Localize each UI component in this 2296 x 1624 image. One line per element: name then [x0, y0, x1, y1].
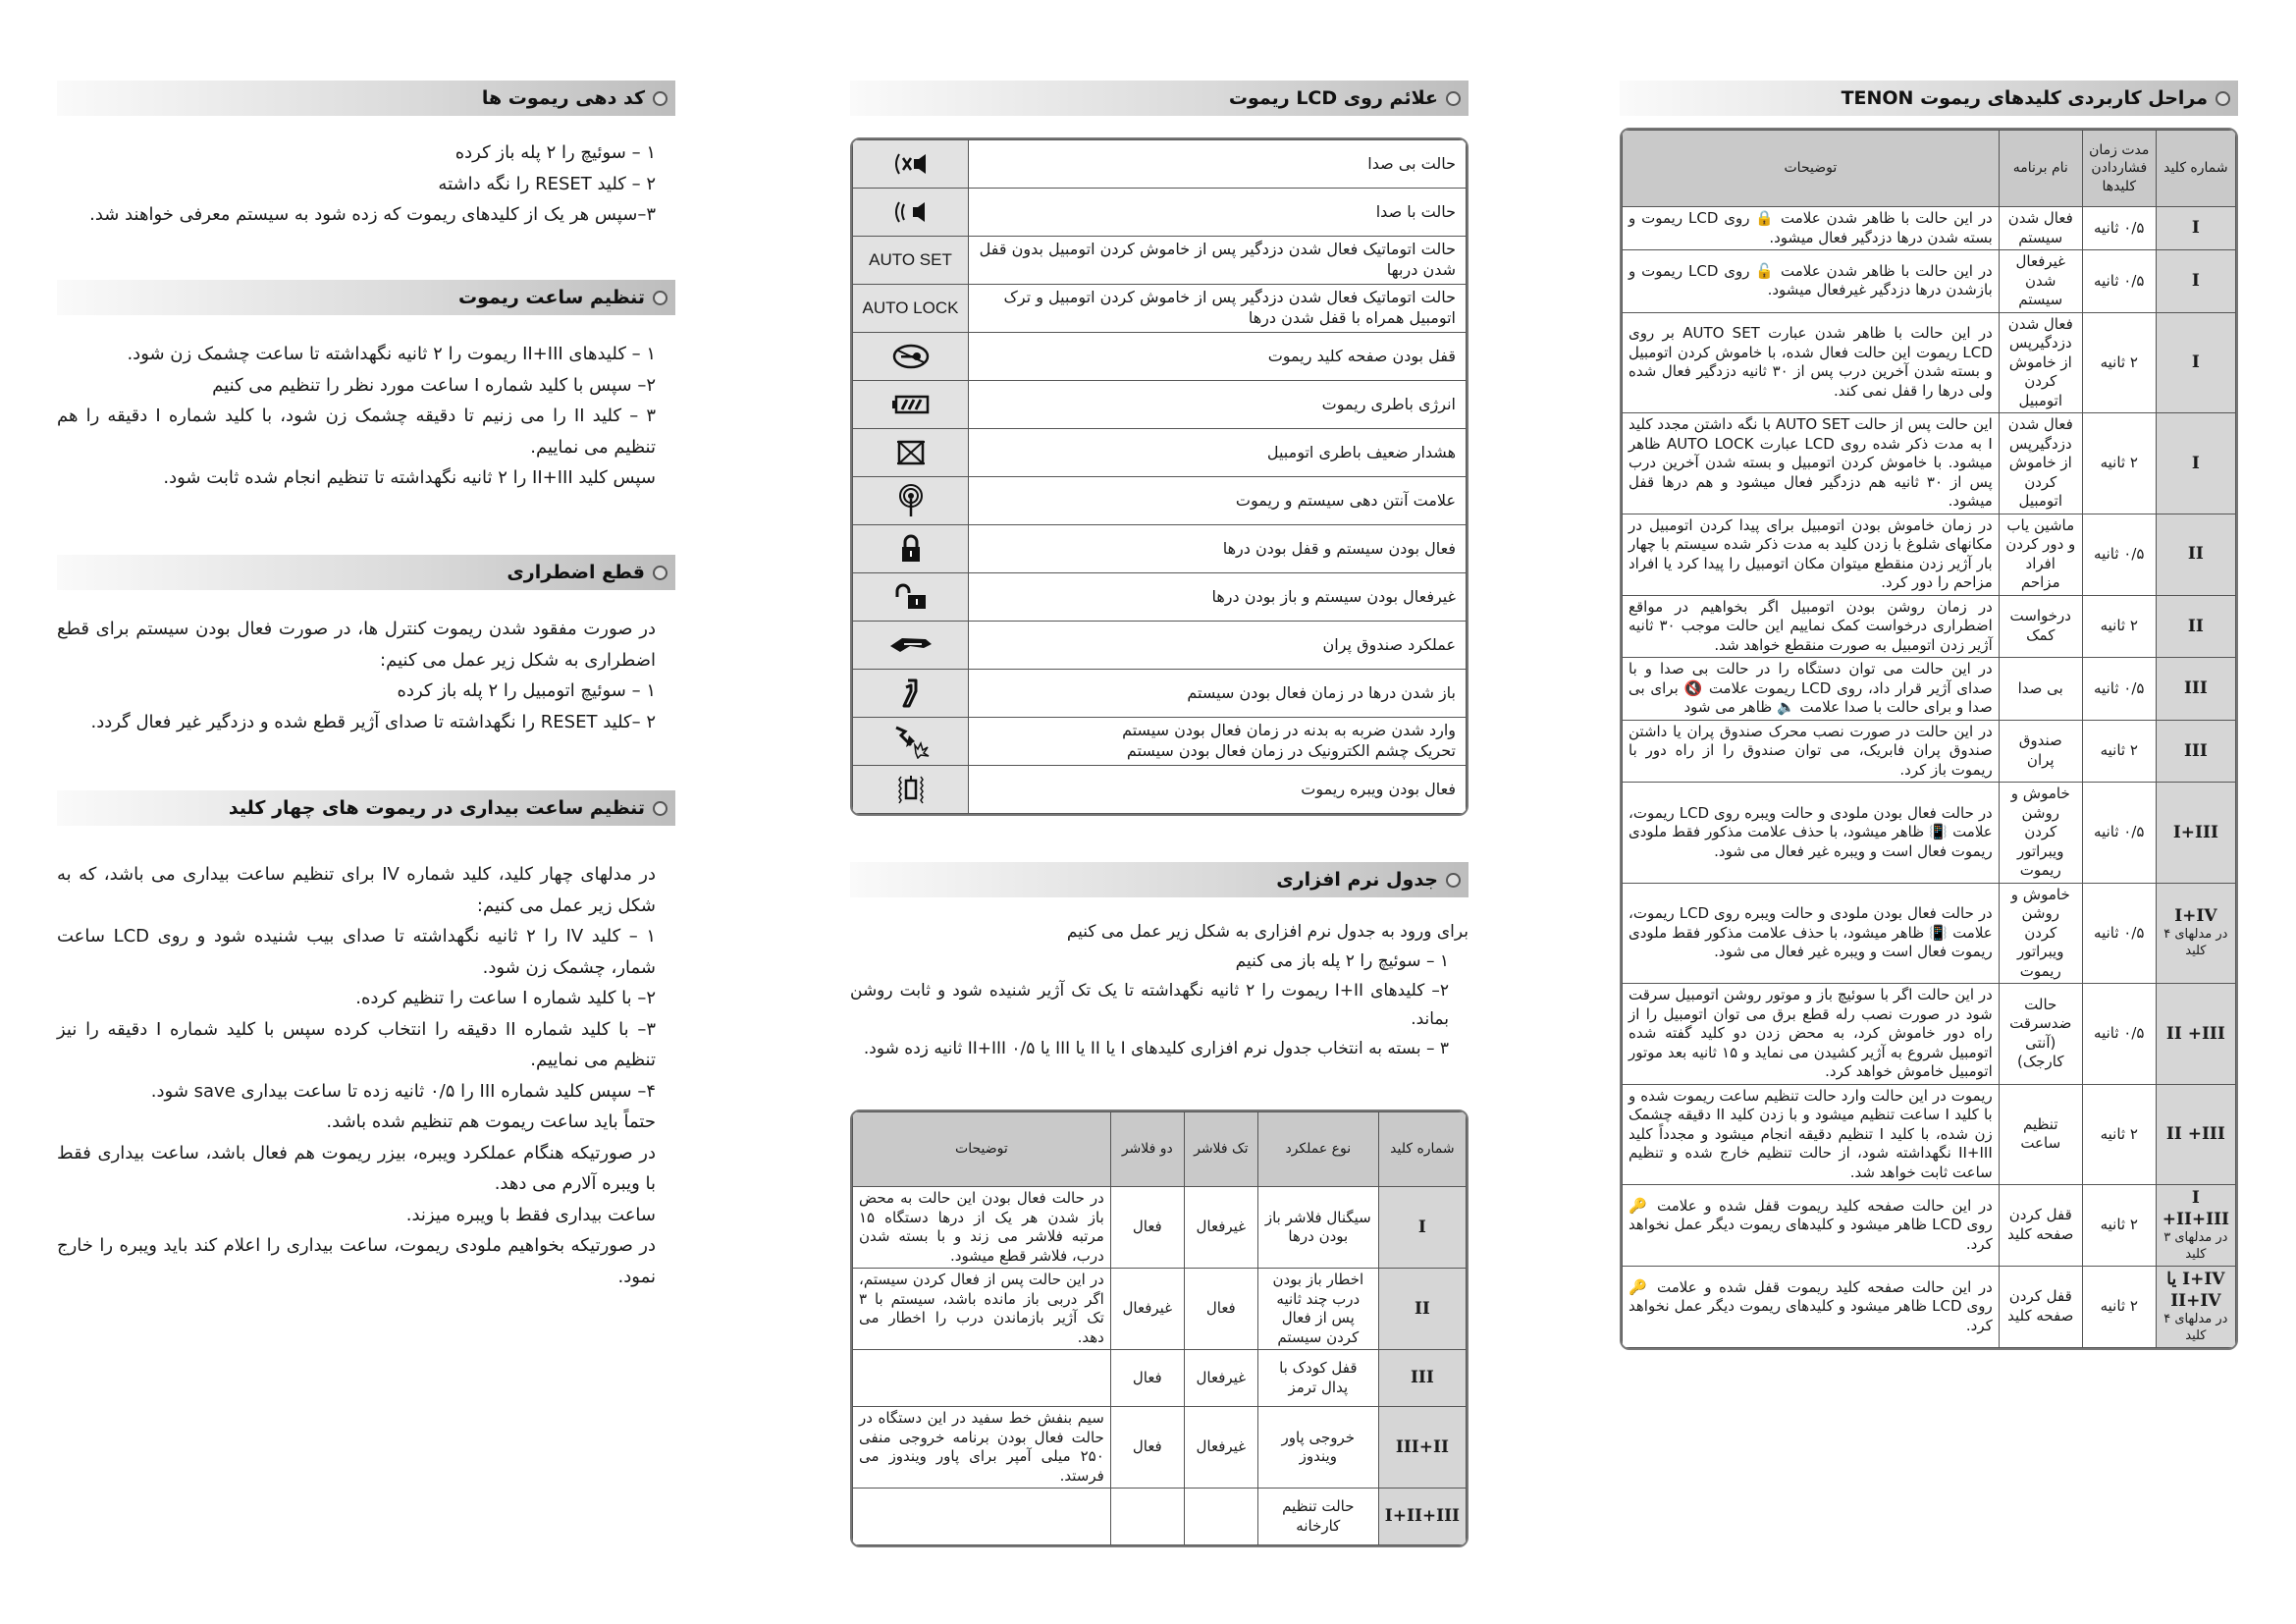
- keys-table: [1620, 128, 2238, 1350]
- instruction-line: ۱ – کلیدهای II+III ریموت را ۲ ثانیه نگهداشته تا ساعت چشمک زن شود.: [127, 344, 656, 364]
- lcd-description: هشدار ضعیف باطری اتومبیل: [969, 429, 1467, 477]
- lcd-description: قفل بودن صفحه کلید ریموت: [969, 333, 1467, 381]
- description: در حالت فعال بودن ملودی و حالت ویبره روی LCD ریموت، علامت 📳 ظاهر میشود، با حذف علامت مذکور فقط ملودی ریموت فعال است و ویبره غیر فعال می شود.: [1623, 883, 2000, 984]
- key-number: III+II: [1378, 1407, 1466, 1489]
- key-label: II: [2187, 544, 2204, 565]
- key-number: [2156, 883, 2235, 984]
- shock-sensor-icon: [891, 731, 931, 751]
- key-note: در مدلهای ۳ کلید: [2163, 1230, 2228, 1263]
- function-type: اخطار باز بودن درب چند ثانیه پس از فعال کردن سیستم: [1257, 1269, 1378, 1350]
- description: این حالت پس از حالت AUTO SET با نگه داشتن مجدد کلید I به مدت ذکر شده روی LCD عبارت AUTO LOCK ظاهر میشود. با خاموش کردن اتومبیل و بسته شدن آخرین درب پس از ۳۰ ثانیه هم دزدگیر فعال میشود و هم درها قفل میشود.: [1623, 413, 2000, 514]
- section-title: تنظیم ساعت بیداری در ریموت های چهار کلید: [228, 797, 645, 819]
- bullet-icon: [653, 91, 667, 106]
- instruction-line: ۳– با کلید شماره II دقیقه را انتخاب کرده سپس با کلید شماره I دقیقه را نیز تنظیم می نماییم.: [57, 1018, 656, 1070]
- lcd-description: غیرفعال بودن سیستم و باز بودن درها: [969, 573, 1467, 622]
- press-duration: ۲ ثانیه: [2082, 1266, 2156, 1347]
- keys-table-row: [1623, 207, 2236, 250]
- press-duration: ۰/۵ ثانیه: [2082, 783, 2156, 884]
- keypad-lock-icon: [891, 347, 931, 366]
- vibrate-icon: [896, 780, 926, 799]
- double-flasher: فعال: [1110, 1187, 1184, 1269]
- key-label: I+IV: [2174, 906, 2217, 927]
- software-table-row: [853, 1350, 1467, 1407]
- lcd-description: عملکرد صندوق پران: [969, 622, 1467, 670]
- program-name: تنظیم ساعت: [1999, 1084, 2082, 1185]
- press-duration: ۰/۵ ثانیه: [2082, 514, 2156, 595]
- key-number: [2156, 1084, 2235, 1185]
- lcd-table-row: [853, 766, 1467, 814]
- description: در حالت فعال بودن ملودی و حالت ویبره روی LCD ریموت، علامت 📳 ظاهر میشود، با حذف علامت مذکور فقط ملودی ریموت فعال است و ویبره غیر فعال می شود.: [1623, 783, 2000, 884]
- press-duration: ۲ ثانیه: [2082, 1185, 2156, 1267]
- description: در این حالت با ظاهر شدن علامت 🔓 روی LCD ریموت و بازشدن درها دزدگیر غیرفعال میشود.: [1623, 250, 2000, 313]
- keys-table-row: [1623, 1084, 2236, 1185]
- description: در این حالت می توان دستگاه را در حالت بی صدا و با صدای آژیر قرار داد، روی LCD ریموت علامت 🔇 برای بی صدا و برای حالت با صدا علامت 🔈 ظاهر می شود: [1623, 658, 2000, 721]
- press-duration: ۲ ثانیه: [2082, 595, 2156, 658]
- key-label: I: [2191, 453, 2200, 473]
- lcd-description: فعال بودن ویبره ریموت: [969, 766, 1467, 814]
- key-label: II +III: [2165, 1124, 2225, 1145]
- program-name: درخواست کمک: [1999, 595, 2082, 658]
- press-duration: ۲ ثانیه: [2082, 312, 2156, 413]
- lcd-description: علامت آنتن دهی سیستم و ریموت: [969, 477, 1467, 525]
- lcd-indicator: [853, 477, 969, 525]
- software-table: [850, 1110, 1468, 1547]
- description: در این حالت با ظاهر شدن علامت 🔒 روی LCD ریموت و بسته شدن درها دزدگیر فعال میشود.: [1623, 207, 2000, 250]
- function-type: خروجی پاور ویندوز: [1257, 1407, 1378, 1489]
- description: در این حالت صفحه کلید ریموت قفل شده و علامت 🔑 روی LCD ظاهر میشود و کلیدهای ریموت دیگر عمل نخواهد کرد.: [1623, 1266, 2000, 1347]
- unlock-icon: [894, 587, 928, 607]
- program-name: قفل کردن صفحه کلید: [1999, 1266, 2082, 1347]
- double-flasher: غیرفعال: [1110, 1269, 1184, 1350]
- lcd-description: حالت با صدا: [969, 189, 1467, 237]
- lcd-indicator: [853, 766, 969, 814]
- key-number: II: [1378, 1269, 1466, 1350]
- coding-instructions: [57, 137, 675, 231]
- lcd-table-row: [853, 140, 1467, 189]
- instruction-line: ۱ – سوئیچ اتومبیل را ۲ پله باز کرده: [397, 680, 656, 701]
- header-key: شماره کلید: [1378, 1112, 1466, 1187]
- description: سیم بنفش خط سفید در این دستگاه در حالت فعال بودن برنامه خروجی منفی ۲۵۰ میلی آمپر برای پاور ویندوز می فرستد.: [853, 1407, 1111, 1489]
- key-number: [2156, 720, 2235, 783]
- header-single: تک فلاشر: [1184, 1112, 1257, 1187]
- lock-icon: [899, 539, 923, 559]
- lcd-indicator: [853, 140, 969, 189]
- lcd-table-row: [853, 573, 1467, 622]
- keys-table-row: [1623, 413, 2236, 514]
- lcd-indicator: [853, 381, 969, 429]
- bullet-icon: [1446, 873, 1461, 888]
- key-number: [2156, 595, 2235, 658]
- software-instructions: [850, 918, 1468, 1064]
- clock-instructions: [57, 339, 675, 494]
- keys-table-row: [1623, 514, 2236, 595]
- press-duration: ۲ ثانیه: [2082, 1084, 2156, 1185]
- instruction-line: سپس کلید II+III را ۲ ثانیه نگهداشته تا تنظیم انجام شده ثابت شود.: [163, 467, 656, 488]
- lcd-description: باز شدن درها در زمان فعال بودن سیستم: [969, 670, 1467, 718]
- header-duration: مدت زمان فشاردادن کلیدها: [2082, 131, 2156, 207]
- key-label: I: [2191, 271, 2200, 292]
- instruction-line: ۱ – کلید IV را ۲ ثانیه نگهداشته تا صدای بیب شنیده شود و روی LCD ساعت شمار، چشمک زن شود.: [57, 926, 657, 978]
- alarm-section-header: [57, 790, 675, 826]
- description: در حالت فعال بودن این حالت به محض باز شدن هر یک از درها دستگاه ۱۵ مرتبه فلاشر می زند و با بسته شدن درب، فلاشر قطع میشود.: [853, 1187, 1111, 1269]
- description: در زمان روشن بودن اتومبیل اگر بخواهیم در مواقع اضطراری درخواست کمک نماییم این حالت موجب ۳۰ ثانیه آژیر زدن اتومبیل به صورت منقطع خواهد شد.: [1623, 595, 2000, 658]
- coding-section-header: [57, 81, 675, 116]
- key-note: در مدلهای ۴ کلید: [2163, 927, 2228, 959]
- software-intro: برای ورود به جدول نرم افزاری به شکل زیر عمل می کنیم: [1066, 922, 1468, 942]
- lcd-indicator-text: [853, 237, 969, 285]
- description: ریموت در این حالت وارد حالت تنظیم ساعت ریموت شده و با کلید I ساعت تنظیم میشود و با زدن کلید II دقیقه چشمک زن شده، با کلید I تنظیم دقیقه انجام میشود و مجدداً کلید II+III نگهداشته شود، از حالت تنظیم خارج شده و تنظیم ساعت ثابت خواهد شد.: [1623, 1084, 2000, 1185]
- press-duration: ۰/۵ ثانیه: [2082, 207, 2156, 250]
- lcd-table-row: [853, 718, 1467, 766]
- press-duration: ۰/۵ ثانیه: [2082, 250, 2156, 313]
- low-battery-warning-icon: [894, 443, 928, 462]
- key-label: III: [2183, 678, 2208, 699]
- lcd-description: انرژی باطری ریموت: [969, 381, 1467, 429]
- software-section-header: [850, 862, 1468, 897]
- description: در این حالت پس از فعال کردن سیستم، اگر دربی باز مانده باشد، سیستم با ۳ تک آژیر بازماندن درب را اخطار می دهد.: [853, 1269, 1111, 1350]
- lcd-table-row: [853, 477, 1467, 525]
- instruction-line: در صورتیکه هنگام عملکرد ویبره، بیزر ریموت هم فعال باشد، ساعت بیداری فقط با ویبره آلارم می دهد.: [57, 1142, 656, 1194]
- description: در این حالت صفحه کلید ریموت قفل شده و علامت 🔑 روی LCD ظاهر میشود و کلیدهای ریموت دیگر عمل نخواهد کرد.: [1623, 1185, 2000, 1267]
- double-flasher: [1110, 1489, 1184, 1545]
- lcd-indicator-text: [853, 285, 969, 333]
- section-title: مراحل کاربردی کلیدهای ریموت TENON: [1841, 87, 2208, 109]
- key-label: III: [2183, 740, 2208, 761]
- press-duration: ۲ ثانیه: [2082, 720, 2156, 783]
- lcd-text-label: AUTO SET: [869, 249, 952, 269]
- lcd-table-row: [853, 189, 1467, 237]
- keys-table-row: [1623, 984, 2236, 1085]
- instruction-line: حتماً باید ساعت ریموت هم تنظیم شده باشد.: [326, 1111, 656, 1132]
- section-title: کد دهی ریموت ها: [481, 87, 645, 109]
- keys-section-header: [1620, 81, 2238, 116]
- key-label: I: [2191, 352, 2200, 373]
- program-name: فعال شدن دزدگیرپس از خاموش کردن اتومبیل: [1999, 413, 2082, 514]
- press-duration: ۰/۵ ثانیه: [2082, 883, 2156, 984]
- trunk-icon: [888, 635, 934, 655]
- key-label: I: [2191, 218, 2200, 239]
- antenna-icon: [896, 491, 926, 511]
- battery-icon: [891, 395, 931, 414]
- program-name: حالت ضدسرقت (آنتی کارجک): [1999, 984, 2082, 1085]
- software-step: ۳ – بسته به انتخاب جدول نرم افزاری کلیدهای I یا II یا III یا II+III ۰/۵ ثانیه زده شود.: [863, 1039, 1449, 1058]
- instruction-line: ۲ –کلید RESET را نگهداشته تا صدای آژیر قطع شده و دزدگیر غیر فعال گردد.: [90, 711, 656, 732]
- software-step: ۲– کلیدهای I+II ریموت را ۲ ثانیه نگهداشته تا یک تک آژیر شنیده شود و ثابت روشن بماند.: [850, 980, 1449, 1030]
- description: در این حالت با ظاهر شدن عبارت AUTO SET بر روی LCD ریموت این حالت فعال شده، با خاموش کردن اتومبیل و بسته شدن آخرین درب پس از ۳۰ ثانیه دزدگیر فعال شده ولی درها را قفل نمی کند.: [1623, 312, 2000, 413]
- single-flasher: غیرفعال: [1184, 1407, 1257, 1489]
- software-table-row: [853, 1489, 1467, 1545]
- program-name: خاموش و روشن کردن ویبراتور ریموت: [1999, 883, 2082, 984]
- single-flasher: غیرفعال: [1184, 1187, 1257, 1269]
- key-number: III: [1378, 1350, 1466, 1407]
- lcd-description: فعال بودن سیستم و قفل بودن درها: [969, 525, 1467, 573]
- function-type: سیگنال فلاشر باز بودن درها: [1257, 1187, 1378, 1269]
- keys-table-row: [1623, 783, 2236, 884]
- press-duration: ۲ ثانیه: [2082, 413, 2156, 514]
- lcd-indicator: [853, 670, 969, 718]
- single-flasher: فعال: [1184, 1269, 1257, 1350]
- program-name: ماشین یاب و دور کردن افراد مزاحم: [1999, 514, 2082, 595]
- double-flasher: فعال: [1110, 1350, 1184, 1407]
- instruction-line: ۴– سپس کلید شماره III را ۰/۵ ثانیه زده تا ساعت بیداری save شود.: [150, 1080, 656, 1102]
- instruction-line: ۱ – سوئیچ را ۲ پله باز کرده: [454, 142, 656, 163]
- bullet-icon: [653, 291, 667, 305]
- lcd-table-row: [853, 525, 1467, 573]
- keys-table-row: [1623, 1185, 2236, 1267]
- function-type: قفل کودک با پدال ترمز: [1257, 1350, 1378, 1407]
- key-number: [2156, 207, 2235, 250]
- function-type: حالت تنظیم کارخانه: [1257, 1489, 1378, 1545]
- instruction-line: ساعت بیداری فقط با ویبره میزند.: [405, 1204, 656, 1225]
- description: [853, 1489, 1111, 1545]
- program-name: قفل کردن صفحه کلید: [1999, 1185, 2082, 1267]
- lcd-description: حالت اتوماتیک فعال شدن دزدگیر پس از خاموش کردن اتومبیل بدون قفل شدن دربها: [969, 237, 1467, 285]
- key-label: I+IV یا II+IV: [2166, 1269, 2225, 1312]
- key-label: II +III: [2165, 1023, 2225, 1044]
- bullet-icon: [653, 566, 667, 580]
- lcd-indicator: [853, 189, 969, 237]
- double-flasher: فعال: [1110, 1407, 1184, 1489]
- keys-table-row: [1623, 595, 2236, 658]
- lcd-description: وارد شدن ضربه به بدنه در زمان فعال بودن سیستم تحریک چشم الکترونیک در زمان فعال بودن سیستم: [969, 718, 1467, 766]
- software-table-row: [853, 1269, 1467, 1350]
- key-label: I+III: [2172, 822, 2218, 842]
- bullet-icon: [1446, 91, 1461, 106]
- section-title: تنظیم ساعت ریموت: [457, 287, 645, 308]
- instruction-line: ۳–سپس هر یک از کلیدهای ریموت که زده شود به سیستم معرفی خواهند شد.: [89, 204, 656, 225]
- section-title: جدول نرم افزاری: [1276, 869, 1438, 891]
- program-name: بی صدا: [1999, 658, 2082, 721]
- keys-table-row: [1623, 658, 2236, 721]
- header-double: دو فلاشر: [1110, 1112, 1184, 1187]
- keys-table-row: [1623, 720, 2236, 783]
- lcd-table-row: [853, 333, 1467, 381]
- software-table-row: [853, 1407, 1467, 1489]
- section-title: علائم روی LCD ریموت: [1228, 87, 1438, 109]
- press-duration: ۰/۵ ثانیه: [2082, 658, 2156, 721]
- lcd-table-row: [853, 237, 1467, 285]
- key-number: [2156, 658, 2235, 721]
- key-note: در مدلهای ۴ کلید: [2163, 1312, 2228, 1344]
- speaker-icon: [891, 202, 931, 222]
- emergency-instructions: [57, 614, 675, 737]
- key-number: [2156, 984, 2235, 1085]
- key-number: [2156, 783, 2235, 884]
- program-name: فعال شدن دزدگیرپس از خاموش کردن اتومبیل: [1999, 312, 2082, 413]
- lcd-table-row: [853, 622, 1467, 670]
- key-label: I +II+III: [2162, 1188, 2229, 1230]
- section-title: قطع اضطراری: [507, 562, 645, 583]
- key-number: [2156, 1185, 2235, 1267]
- instruction-line: در صورت مفقود شدن ریموت کنترل ها، در صورت فعال بودن سیستم برای قطع اضطراری به شکل زیر عمل می کنیم:: [57, 619, 656, 671]
- lcd-indicator: [853, 573, 969, 622]
- program-name: فعال شدن سیستم: [1999, 207, 2082, 250]
- instruction-line: در صورتیکه بخواهیم ملودی ریموت، ساعت بیداری را اعلام کند باید ویبره را خارج نمود.: [57, 1235, 656, 1287]
- single-flasher: [1184, 1489, 1257, 1545]
- lcd-indicator: [853, 525, 969, 573]
- description: [853, 1350, 1111, 1407]
- single-flasher: غیرفعال: [1184, 1350, 1257, 1407]
- instruction-line: ۲ – کلید RESET را نگه داشته: [438, 173, 656, 194]
- door-open-icon: [899, 683, 923, 703]
- software-step: ۱ – سوئیچ را ۲ پله باز می کنیم: [1235, 950, 1449, 971]
- key-number: [2156, 250, 2235, 313]
- lcd-table-row: [853, 670, 1467, 718]
- key-label: II: [2187, 616, 2204, 636]
- lcd-indicator: [853, 718, 969, 766]
- lcd-indicator: [853, 333, 969, 381]
- emergency-section-header: [57, 555, 675, 590]
- lcd-description: حالت اتوماتیک فعال شدن دزدگیر پس از خاموش کردن اتومبیل و ترک اتومبیل همراه با قفل شدن درها: [969, 285, 1467, 333]
- lcd-icons-table: [850, 137, 1468, 816]
- description: در این حالت اگر با سوئیچ باز و موتور روشن اتومبیل سرقت شود در صورت نصب رله قطع برق می توان اتومبیل را از راه دور خاموش کرد، به محض زدن دو کلید گفته شده اتومبیل شروع به آژیر کشیدن می نماید و ۱۵ ثانیه بعد موتور اتومبیل خاموش خواهد کرد.: [1623, 984, 2000, 1085]
- key-number: I+II+III: [1378, 1489, 1466, 1545]
- program-name: غیرفعال شدن سیستم: [1999, 250, 2082, 313]
- clock-section-header: [57, 280, 675, 315]
- key-number: [2156, 312, 2235, 413]
- header-key: شماره کلید: [2156, 131, 2235, 207]
- header-type: نوع عملکرد: [1257, 1112, 1378, 1187]
- lcd-section-header: [850, 81, 1468, 116]
- program-name: صندوق پران: [1999, 720, 2082, 783]
- program-name: خاموش و روشن کردن ویبراتور ریموت: [1999, 783, 2082, 884]
- bullet-icon: [653, 801, 667, 816]
- bullet-icon: [2216, 91, 2230, 106]
- keys-table-row: [1623, 312, 2236, 413]
- instruction-line: ۳ – کلید II را می زنیم تا دقیقه چشمک زن شود، با کلید شماره I دقیقه را هم تنظیم می نماییم.: [57, 406, 657, 458]
- description: در این حالت در صورت نصب محرک صندوق پران یا داشتن صندوق پران فابریک، می توان صندوق را از راه دور با ریموت باز کرد.: [1623, 720, 2000, 783]
- key-number: [2156, 514, 2235, 595]
- keys-table-row: [1623, 250, 2236, 313]
- lcd-text-label: AUTO LOCK: [862, 298, 959, 317]
- keys-table-row: [1623, 1266, 2236, 1347]
- instruction-line: ۲– با کلید شماره I ساعت را تنظیم کرده.: [355, 988, 656, 1008]
- header-desc: توضیحات: [853, 1112, 1111, 1187]
- header-desc: توضیحات: [1623, 131, 2000, 207]
- keys-table-row: [1623, 883, 2236, 984]
- description: در زمان خاموش بودن اتومبیل برای پیدا کردن اتومبیل در مکانهای شلوغ با زدن کلید به مدت ذکر شده سیستم با چهار بار آژیر زدن منقطع میتوان مکان اتومبیل را پیدا کرد یا افراد مزاحم را دور کرد.: [1623, 514, 2000, 595]
- instruction-line: ۲– سپس با کلید شماره I ساعت مورد نظر را تنظیم می کنیم: [212, 374, 656, 396]
- instruction-line: در مدلهای چهار کلید، کلید شماره IV برای تنظیم ساعت بیداری می باشد، که به شکل زیر عمل می کنیم:: [57, 864, 657, 916]
- key-number: [2156, 1266, 2235, 1347]
- lcd-table-row: [853, 381, 1467, 429]
- lcd-indicator: [853, 429, 969, 477]
- lcd-table-row: [853, 429, 1467, 477]
- mute-speaker-icon: [891, 154, 931, 174]
- software-table-row: [853, 1187, 1467, 1269]
- press-duration: ۰/۵ ثانیه: [2082, 984, 2156, 1085]
- key-number: I: [1378, 1187, 1466, 1269]
- alarm-instructions: [57, 859, 675, 1292]
- lcd-description: حالت بی صدا: [969, 140, 1467, 189]
- lcd-indicator: [853, 622, 969, 670]
- lcd-table-row: [853, 285, 1467, 333]
- header-program: نام برنامه: [1999, 131, 2082, 207]
- key-number: [2156, 413, 2235, 514]
